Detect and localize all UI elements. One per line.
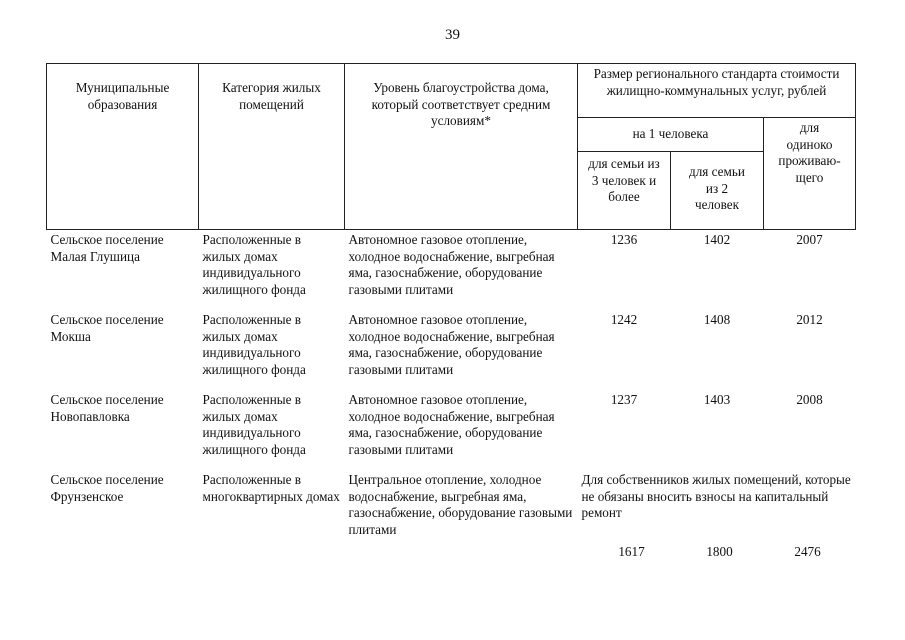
housing-standard-table (46, 63, 856, 560)
row-improvement: Автономное газовое отопление, холодное водоснабжение, выгребная яма, газоснабжение, оборудование газовыми плитами (348, 312, 555, 377)
row-value-family-2: 1800 (706, 543, 733, 559)
row-improvement: Центральное отопление, холодное водоснабжение, выгребная яма, газоснабжение, оборудование газовыми плитами (348, 472, 573, 537)
row-value-family-3-plus: 1236 (610, 232, 638, 247)
row-note-cell (578, 470, 856, 560)
header-per-person: на 1 человека (578, 118, 764, 152)
header-category: Категория жилых помещений (199, 64, 345, 230)
row-category: Расположенные в многоквартирных домах (202, 472, 340, 504)
table-row (47, 390, 856, 470)
row-value-family-3-plus: 1242 (610, 312, 638, 327)
table-row (47, 310, 856, 390)
table-row (47, 470, 856, 560)
header-single-resident: для одиноко проживаю- щего (764, 118, 856, 230)
header-improvement-level: Уровень благоустройства дома, который соответствует средним условиям* (345, 64, 578, 230)
row-municipality: Сельское поселение Фрунзенское (50, 472, 164, 504)
row-municipality: Сельское поселение Новопавловка (50, 392, 164, 424)
row-category: Расположенные в жилых домах индивидуального жилищного фонда (202, 392, 306, 457)
row-value-single: 2476 (794, 543, 821, 559)
header-family-3-plus: для семьи из 3 человек и более (578, 152, 671, 230)
row-value-family-2: 1403 (703, 392, 731, 407)
row-value-single: 2007 (796, 232, 823, 247)
row-improvement: Автономное газовое отопление, холодное водоснабжение, выгребная яма, газоснабжение, оборудование газовыми плитами (348, 232, 555, 297)
row-category: Расположенные в жилых домах индивидуального жилищного фонда (202, 232, 306, 297)
row-improvement: Автономное газовое отопление, холодное водоснабжение, выгребная яма, газоснабжение, оборудование газовыми плитами (348, 392, 555, 457)
row-note: Для собственников жилых помещений, которые не обязаны вносить взносы на капитальный ремонт (581, 472, 851, 520)
header-standard-size: Размер регионального стандарта стоимости жилищно-коммунальных услуг, рублей (578, 64, 856, 118)
header-family-2: для семьи из 2 человек (671, 152, 764, 230)
row-category: Расположенные в жилых домах индивидуального жилищного фонда (202, 312, 306, 377)
row-value-single: 2008 (796, 392, 823, 407)
row-value-family-2: 1402 (703, 232, 731, 247)
row-value-family-3-plus: 1617 (618, 543, 645, 559)
row-note-values (582, 544, 852, 561)
row-value-family-2: 1408 (703, 312, 731, 327)
row-municipality: Сельское поселение Мокша (50, 312, 164, 344)
row-value-single: 2012 (796, 312, 823, 327)
row-municipality: Сельское поселение Малая Глушица (50, 232, 164, 264)
table-row (47, 230, 856, 311)
header-municipality: Муниципальные образования (47, 64, 199, 230)
page-number: 39 (445, 27, 460, 43)
row-value-family-3-plus: 1237 (610, 392, 638, 407)
